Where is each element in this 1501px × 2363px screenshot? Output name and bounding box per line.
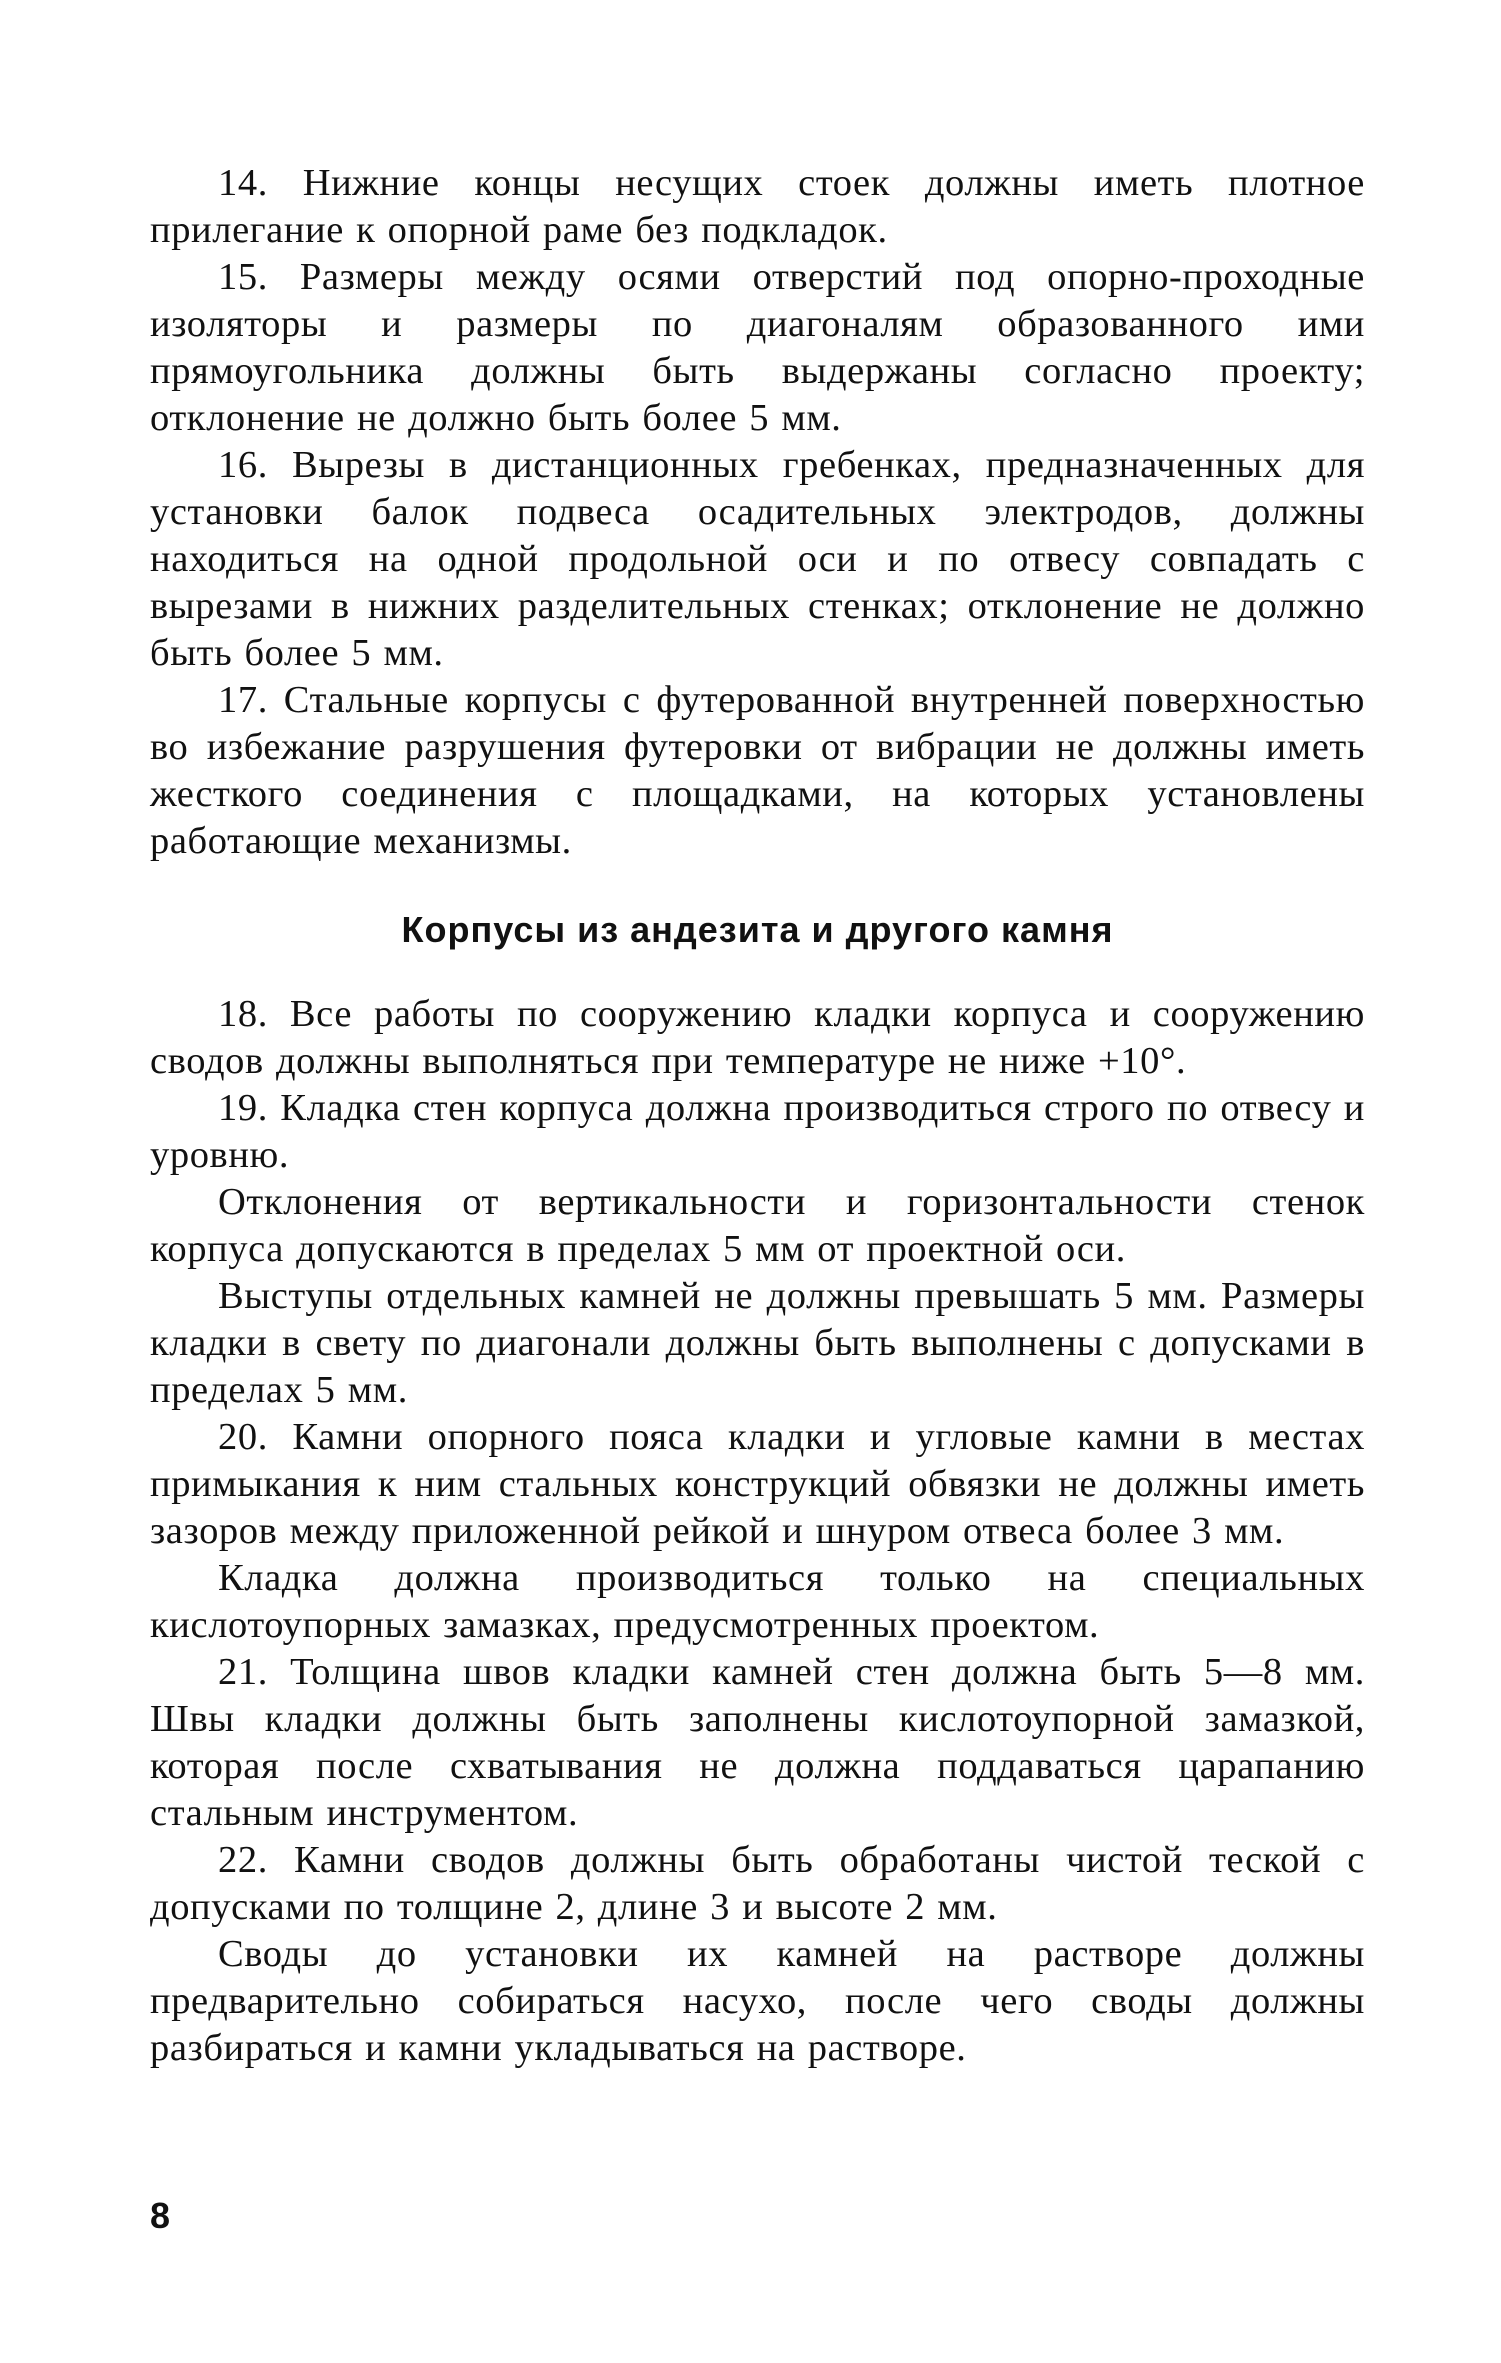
section-heading: Корпусы из андезита и другого камня: [401, 909, 1114, 950]
paragraph-22: 22. Камни сводов должны быть обработаны чистой теской с допусками по толщине 2, длине 3 и высоте 2 мм.: [150, 1839, 1365, 1928]
paragraph-15: 15. Размеры между осями отверстий под опорно-проходные изоляторы и размеры по диагоналям образованного ими прямоугольника должны быть выдержаны согласно проекту; отклонение не должно быть более 5 мм.: [150, 256, 1365, 439]
paragraph-21: 21. Толщина швов кладки камней стен должна быть 5—8 мм. Швы кладки должны быть заполнены кислотоупорной замазкой, которая после схватывания не должна поддаваться царапанию стальным инструментом.: [150, 1651, 1365, 1834]
paragraph-19: 19. Кладка стен корпуса должна производиться строго по отвесу и уровню.: [150, 1087, 1365, 1176]
paragraph-19-protrusion: Выступы отдельных камней не должны превышать 5 мм. Размеры кладки в свету по диагонали должны быть выполнены с допусками в пределах 5 мм.: [150, 1275, 1365, 1411]
page-number: 8: [150, 2195, 171, 2236]
paragraph-20: 20. Камни опорного пояса кладки и угловые камни в местах примыкания к ним стальных конструкций обвязки не должны иметь зазоров между приложенной рейкой и шнуром отвеса более 3 мм.: [150, 1416, 1365, 1552]
paragraph-22-vaults: Своды до установки их камней на растворе должны предварительно собираться насухо, после чего своды должны разбираться и камни укладываться на растворе.: [150, 1933, 1365, 2069]
paragraph-19-deviation: Отклонения от вертикальности и горизонтальности стенок корпуса допускаются в пределах 5 мм от проектной оси.: [150, 1181, 1365, 1270]
paragraph-16: 16. Вырезы в дистанционных гребенках, предназначенных для установки балок подвеса осадительных электродов, должны находиться на одной продольной оси и по отвесу совпадать с вырезами в нижних разделительных стенках; отклонение не должно быть более 5 мм.: [150, 444, 1365, 674]
paragraph-20-putty: Кладка должна производиться только на специальных кислотоупорных замазках, предусмотренных проектом.: [150, 1557, 1365, 1646]
section-top: [150, 160, 1365, 865]
section-bottom: [150, 991, 1365, 2072]
paragraph-18: 18. Все работы по сооружению кладки корпуса и сооружению сводов должны выполняться при температуре не ниже +10°.: [150, 993, 1365, 1082]
paragraph-14: 14. Нижние концы несущих стоек должны иметь плотное прилегание к опорной раме без подкладок.: [150, 162, 1365, 251]
document-page: [150, 160, 1365, 2072]
paragraph-17: 17. Стальные корпусы с футерованной внутренней поверхностью во избежание разрушения футеровки от вибрации не должны иметь жесткого соединения с площадками, на которых установлены работающие механизмы.: [150, 679, 1365, 862]
